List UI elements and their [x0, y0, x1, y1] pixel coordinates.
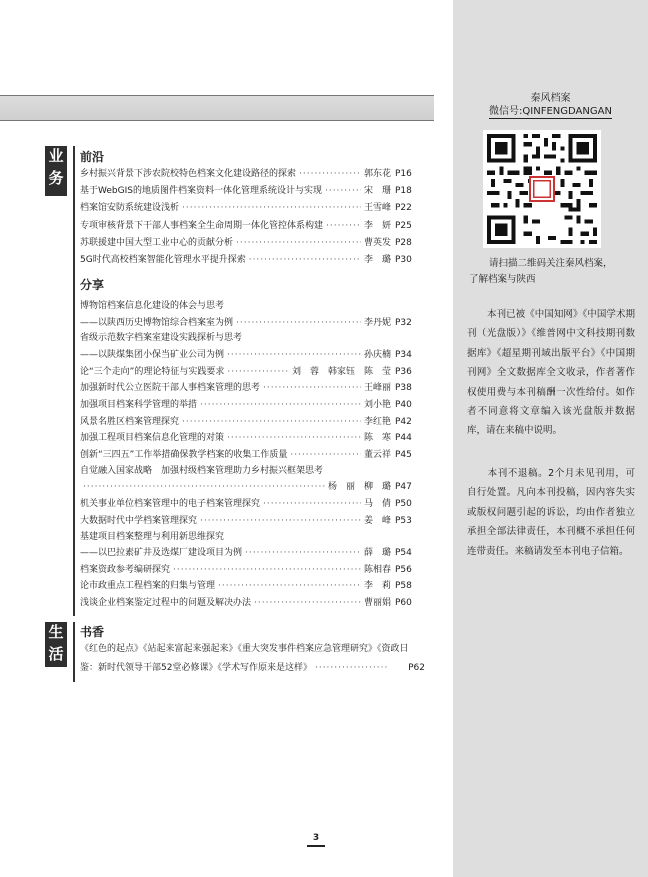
entry-author: 马 倩: [363, 499, 391, 509]
toc-entry[interactable]: [80, 201, 425, 216]
toc-entry[interactable]: [80, 448, 425, 463]
toc-entry[interactable]: [80, 497, 425, 512]
entry-page: P50: [395, 499, 412, 509]
leader-dots: [227, 431, 361, 446]
entry-page: P38: [395, 383, 412, 393]
leader-dots: [263, 497, 361, 512]
scan-line-1: 请扫描二维码关注秦风档案，: [489, 258, 613, 269]
entry-title: 加强项目档案科学管理的举措: [80, 400, 198, 410]
entry-page: P18: [395, 186, 412, 196]
scan-line-2: 了解档案与陕西: [469, 274, 536, 285]
entry-page: P47: [395, 482, 412, 492]
heading-frontier: 前沿: [80, 150, 105, 164]
entry-title: 苏联援建中国大型工业中心的贡献分析: [80, 238, 234, 248]
entry-author: 陈相春: [363, 565, 391, 575]
entry-title: 机关事业单位档案管理中的电子档案管理探究: [80, 499, 261, 509]
entry-page: P16: [395, 169, 412, 179]
entry-author: 李红艳: [363, 417, 391, 427]
toc-entry-title-line[interactable]: 自觉融入国家战略 加强村级档案管理助力乡村振兴框架思考: [80, 466, 324, 476]
indexing-notice-text: 本刊已被《中国知网》《中国学术期刊（光盘版）》《维普网中文科技期刊数据库》《超星期刊域出版平台》《中国期刊网》全文数据库全文收录，作者著作权使用费与本刊稿酬一次性给付。如作者不同意将文章编入该光盘版并数据库，请在来稿中说明。: [467, 309, 635, 437]
toc-entry[interactable]: [80, 596, 425, 611]
leader-dots: [236, 236, 361, 251]
entry-author: 杨 丽 柳 璐: [327, 482, 391, 492]
leader-dots: [227, 348, 361, 363]
tag-char: 活: [48, 645, 64, 663]
toc-entry[interactable]: [80, 480, 425, 495]
entry-title: 加强工程项目档案信息化管理的对策: [80, 433, 225, 443]
entry-title: 加强新时代公立医院干部人事档案管理的思考: [80, 383, 261, 393]
entry-author: 曹英发: [363, 238, 391, 248]
toc-entry[interactable]: [80, 219, 425, 234]
entry-author: 刘小艳: [363, 400, 391, 410]
entry-author: 李 莉: [363, 581, 391, 591]
toc-entry[interactable]: [80, 253, 425, 268]
header-rule: [0, 95, 434, 121]
leader-dots: [236, 316, 361, 331]
section-divider-line: [73, 622, 75, 682]
indexing-notice: [467, 305, 635, 441]
leader-dots: [182, 201, 361, 216]
entry-author: 董云祥: [363, 450, 391, 460]
section-tag-business: [45, 146, 67, 196]
toc-entry-title-line[interactable]: 基建项目档案整理与利用新思维探究: [80, 532, 225, 542]
leader-dots: [83, 480, 325, 495]
entry-page: P54: [395, 548, 412, 558]
toc-entry[interactable]: [80, 167, 425, 182]
entry-page: P25: [395, 221, 412, 231]
sidebar-title: 秦风档案: [530, 93, 571, 104]
leader-dots: [200, 398, 361, 413]
entry-author: 宋 珊: [363, 186, 391, 196]
entry-title: 论“三个走向”的理论特征与实践要求: [80, 367, 225, 377]
toc-entry[interactable]: [80, 398, 425, 413]
entry-title: ——以巴拉素矿井及选煤厂建设项目为例: [80, 548, 243, 558]
entry-page: P34: [395, 350, 412, 360]
entry-title: 浅谈企业档案鉴定过程中的问题及解决办法: [80, 598, 252, 608]
entry-title: 大数据时代中学档案管理探究: [80, 516, 198, 526]
leader-dots: [173, 563, 361, 578]
entry-page: P45: [395, 450, 412, 460]
entry-title: 专项审核背景下干部人事档案全生命周期一体化管控体系构建: [80, 221, 324, 231]
toc-entry[interactable]: [80, 348, 425, 363]
toc-entry[interactable]: [80, 546, 425, 561]
books-line-1[interactable]: 《红色的起点》《站起来富起来强起来》《重大突发事件档案应急管理研究》《资政日: [80, 644, 409, 654]
toc-entry-title-line[interactable]: 省级示范数字档案室建设实践探析与思考: [80, 333, 243, 343]
toc-entry[interactable]: [80, 236, 425, 251]
entry-page: P32: [395, 318, 412, 328]
entry-page: P28: [395, 238, 412, 248]
entry-page: P60: [395, 598, 412, 608]
entry-title: ——以陕西历史博物馆综合档案室为例: [80, 318, 234, 328]
leader-dots: [182, 415, 361, 430]
entry-author: 郭东花: [363, 169, 391, 179]
leader-dots: [290, 448, 361, 463]
leader-dots: [315, 661, 388, 676]
leader-dots: [227, 365, 289, 380]
entry-author: 姜 峰: [363, 516, 391, 526]
toc-entry[interactable]: [80, 563, 425, 578]
entry-page: P53: [395, 516, 412, 526]
tag-char: 生: [48, 623, 64, 641]
qr-code: [483, 130, 601, 248]
entry-page: P56: [395, 565, 412, 575]
entry-title: 创新“三四五”工作举措确保教学档案的收集工作质量: [80, 450, 288, 460]
header-band: [0, 0, 453, 95]
leader-dots: [299, 167, 361, 182]
leader-dots: [218, 579, 361, 594]
section-divider-line: [73, 146, 75, 616]
toc-entry[interactable]: [80, 431, 425, 446]
sidebar: [453, 0, 648, 877]
entry-author: 薛 璐: [363, 548, 391, 558]
tag-char: 务: [48, 169, 64, 187]
tag-char: 业: [48, 147, 64, 165]
toc-entry[interactable]: [80, 381, 425, 396]
entry-title: 档案资政参考编研探究: [80, 565, 171, 575]
entry-title: 乡村振兴背景下涉农院校特色档案文化建设路径的探索: [80, 169, 297, 179]
leader-dots: [200, 514, 361, 529]
entry-title: 风景名胜区档案管理探究: [80, 417, 180, 427]
entry-author: 陈 寒: [363, 433, 391, 443]
section-tag-life: [45, 622, 67, 667]
toc-entry[interactable]: [80, 514, 425, 529]
toc-entry[interactable]: [80, 316, 425, 331]
wechat-id-text: 微信号:QINFENGDANGAN: [489, 106, 612, 117]
entry-title: ——以陕煤集团小保当矿业公司为例: [80, 350, 225, 360]
entry-author: 李 璐: [363, 255, 391, 265]
leader-dots: [263, 381, 361, 396]
entry-title: 档案馆安防系统建设浅析: [80, 203, 180, 213]
submission-notice: [467, 464, 635, 561]
entry-author: 刘 蓉 韩家钰 陈 莹: [291, 367, 391, 377]
entry-page: P36: [395, 367, 412, 377]
entry-author: 孙庆楠: [363, 350, 391, 360]
entry-page: P22: [395, 203, 412, 213]
entry-author: 王雪峰: [363, 203, 391, 213]
entry-page: P58: [395, 581, 412, 591]
entry-author: 李丹妮: [363, 318, 391, 328]
toc-entry[interactable]: [80, 579, 425, 594]
toc-entry[interactable]: [80, 365, 425, 380]
entry-page: P62: [408, 663, 425, 673]
entry-page: P30: [395, 255, 412, 265]
page-number: 3: [307, 832, 325, 847]
toc-entry-title-line[interactable]: 博物馆档案信息化建设的体会与思考: [80, 301, 225, 311]
submission-notice-text: 本刊不退稿。2个月未见刊用，可自行处置。凡向本刊投稿，因内容失实或版权问题引起的诉讼，均由作者独立承担全部法律责任，本刊概不承担任何连带责任。来稿请发至本刊电子信箱。: [467, 468, 635, 557]
entry-page: P42: [395, 417, 412, 427]
entry-author: 王峰丽: [363, 383, 391, 393]
entry-title: 5G时代高校档案智能化管理水平提升探索: [80, 255, 246, 265]
entry-author: 李 妍: [363, 221, 391, 231]
entry-page: P40: [395, 400, 412, 410]
heading-share: 分享: [80, 278, 105, 292]
leader-dots: [254, 596, 361, 611]
leader-dots: [325, 184, 361, 199]
entry-title: 论市政重点工程档案的归集与管理: [80, 581, 216, 591]
entry-title: 鉴：新时代领导干部52堂必修课》《学术写作原来是这样》: [80, 663, 312, 673]
leader-dots: [245, 546, 361, 561]
entry-page: P44: [395, 433, 412, 443]
qr-code-icon: [483, 130, 601, 248]
leader-dots: [249, 253, 361, 268]
books-entry[interactable]: [80, 661, 425, 676]
scan-instructions: [469, 256, 639, 288]
heading-books: 书香: [80, 625, 105, 639]
leader-dots: [326, 219, 361, 234]
entry-author: 曹丽娟: [363, 598, 391, 608]
entry-title: 基于WebGIS的地质图件档案资料一体化管理系统设计与实现: [80, 186, 322, 196]
toc-entry[interactable]: [80, 415, 425, 430]
toc-entry[interactable]: [80, 184, 425, 199]
wechat-id: [453, 102, 648, 117]
